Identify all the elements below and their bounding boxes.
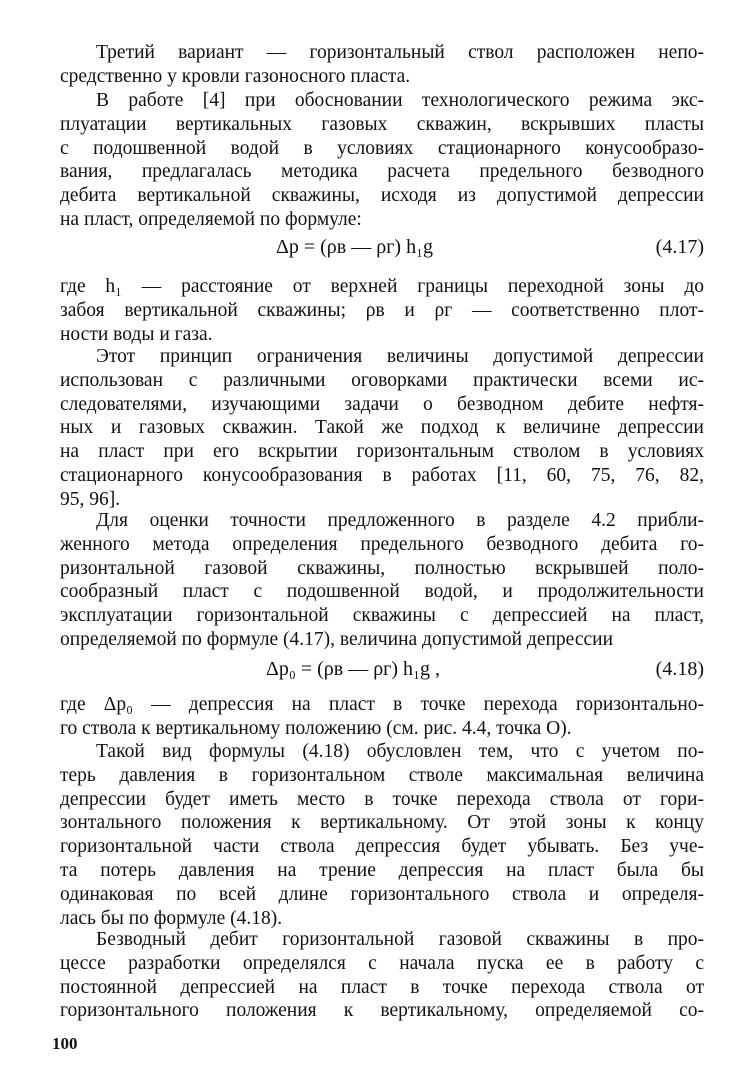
formula-expression: Δp = (ρв — ρг) h₁g: [276, 236, 434, 258]
text-line: горизонтальной части ствола депрессия будет убывать. Без уче-: [60, 836, 704, 858]
text-line: горизонтального положения к вертикальному, определяемой со-: [60, 1000, 704, 1022]
text-line: эксплуатации горизонтальной скважины с депрессией на пласт,: [60, 605, 704, 627]
text-line: депрессии будет иметь место в точке перехода ствола от гори-: [60, 788, 704, 810]
paragraph-7: [60, 740, 704, 930]
text-line: где h₁ — расстояние от верхней границы переходной зоны до: [60, 276, 704, 297]
text-line: Такой вид формулы (4.18) обусловлен тем, что с учетом по-: [96, 741, 704, 762]
text-line: на пласт, определяемой по формуле:: [60, 208, 362, 230]
paragraph-6: [60, 693, 704, 741]
text-line: с подошвенной водой в условиях стационарного конусообразо-: [60, 137, 704, 159]
text-line: дебита вертикальной скважины, исходя из допустимой депрессии: [60, 185, 704, 207]
text-line: на пласт при его вскрытии горизонтальным стволом в условиях: [60, 441, 704, 463]
text-line: плуатации вертикальных газовых скважин, вскрывших пласты: [60, 113, 704, 135]
text-line: одинаковая по всей длине горизонтального ствола и определя-: [60, 883, 704, 905]
text-line: Третий вариант — горизонтальный ствол расположен непо-: [96, 42, 704, 63]
text-line: использован с различными оговорками практически всеми ис-: [60, 369, 704, 391]
text-line: сообразный пласт с подошвенной водой, и продолжительности: [60, 581, 704, 603]
text-line: определяемой по формуле (4.17), величина допустимой депрессии: [60, 628, 613, 650]
text-line: ных и газовых скважин. Такой же подход к величине депрессии: [60, 417, 704, 439]
formula-4-18: [60, 658, 704, 688]
text-line: где Δp₀ — депрессия на пласт в точке перехода горизонтально-: [60, 694, 704, 715]
formula-number: (4.17): [655, 236, 704, 258]
text-line: постоянной депрессией на пласт в точке перехода ствола от: [60, 976, 704, 998]
text-line: Этот принцип ограничения величины допустимой депрессии: [96, 346, 704, 367]
text-line: средственно у кровли газоносного пласта.: [60, 65, 411, 87]
text-line: В работе [4] при обосновании технологического режима экс-: [96, 90, 704, 111]
text-line: зонтального положения к вертикальному. От этой зоны к концу: [60, 812, 704, 834]
text-line: следователями, изучающими задачи о безводном дебите нефтя-: [60, 393, 704, 415]
text-line: вания, предлагалась методика расчета предельного безводного: [60, 161, 704, 183]
text-line: забоя вертикальной скважины; ρв и ρг — соответственно плот-: [60, 299, 704, 321]
text-line: лась бы по формуле (4.18).: [60, 907, 283, 929]
text-line: го ствола к вертикальному положению (см. рис. 4.4, точка O).: [60, 717, 572, 739]
text-line: та потерь давления на трение депрессия на пласт была бы: [60, 859, 704, 881]
paragraph-5: [60, 509, 704, 652]
paragraph-8: [60, 928, 704, 1023]
text-line: 95, 96].: [60, 488, 121, 510]
paragraph-2: [60, 89, 704, 232]
page-number: 100: [52, 1034, 78, 1053]
text-line: Для оценки точности предложенного в разделе 4.2 прибли-: [96, 510, 704, 531]
text-line: терь давления в горизонтальном стволе максимальная величина: [60, 764, 704, 786]
text-line: женного метода определения предельного безводного дебита го-: [60, 533, 704, 555]
text-line: цессе разработки определялся с начала пуска ее в работу с: [60, 952, 704, 974]
paragraph-4: [60, 345, 704, 512]
text-line: стационарного конусообразования в работах [11, 60, 75, 76, 82,: [60, 464, 704, 486]
paragraph-3: [60, 275, 704, 346]
text-line: ности воды и газа.: [60, 323, 213, 345]
formula-expression: Δp₀ = (ρв — ρг) h₁g ,: [266, 658, 441, 680]
formula-number: (4.18): [655, 658, 704, 680]
text-line: Безводный дебит горизонтальной газовой скважины в про-: [96, 929, 704, 950]
formula-4-17: [60, 236, 704, 266]
paragraph-1: [60, 41, 704, 89]
text-line: ризонтальной газовой скважины, полностью вскрывшей поло-: [60, 557, 704, 579]
